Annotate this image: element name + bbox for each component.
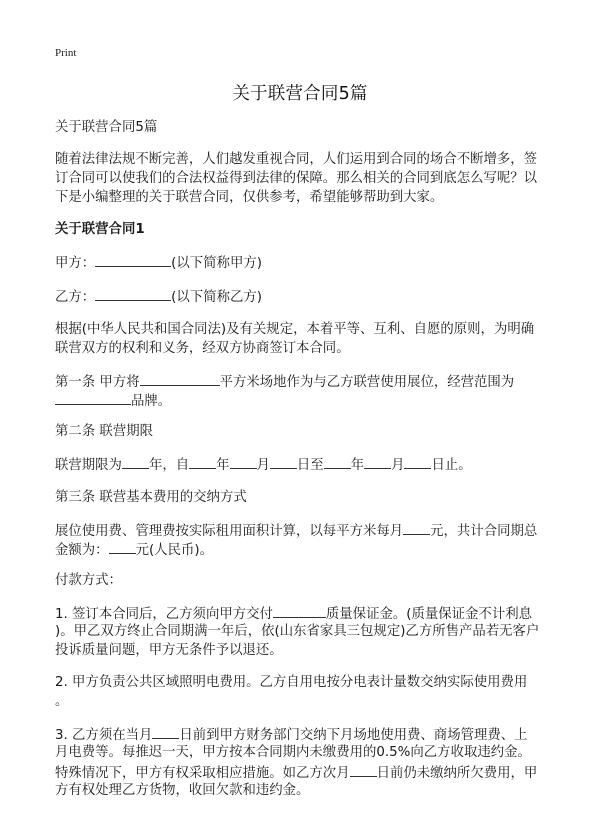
party-a-label: 甲方： — [55, 256, 96, 271]
item-text: 1. 签订本合同后，乙方须向甲方交付 — [55, 607, 273, 622]
fees-text: 元，共计合同期总 — [430, 524, 538, 539]
preamble-line: 联营双方的权利和义务，经双方协商签订本合同。 — [55, 341, 350, 356]
party-b-blank — [95, 286, 171, 301]
term-text: 年，自 — [148, 458, 190, 473]
term-line — [55, 454, 550, 475]
print-link[interactable]: Print — [55, 47, 77, 59]
fees-paragraph — [55, 520, 550, 558]
payment-item-line: 月电费等。每推迟一天，甲方按本合同期内未缴费用的0.5%向乙方收取违约金。 — [55, 745, 531, 760]
party-b-suffix: (以下简称乙方) — [171, 290, 262, 305]
intro-line: 随着法律法规不断完善，人们越发重视合同，人们运用到合同的场合不断增多，签 — [55, 152, 538, 167]
term-text: 日止。 — [431, 458, 472, 473]
start-day-blank — [270, 454, 297, 469]
payment-item-line: 2. 甲方负责公共区域照明电费用。乙方自用电按分电表计量数交纳实际使用费用 — [55, 675, 528, 690]
article-2-heading: 第二条 联营期限 — [55, 424, 153, 439]
years-blank — [122, 454, 149, 469]
item-text: 3. 乙方须在当月 — [55, 728, 153, 743]
intro-line: 下是小编整理的关于联营合同，仅供参考，希望能够帮助到大家。 — [55, 190, 444, 205]
payment-item-line — [55, 724, 550, 743]
item-text: 质量保证金。(质量保证金不计利息 — [325, 607, 532, 622]
article-1-prefix: 第一条 甲方将 — [55, 375, 140, 390]
next-month-day-blank — [350, 762, 377, 777]
party-a-suffix: (以下简称甲方) — [171, 256, 262, 271]
party-a-blank — [95, 252, 171, 267]
payment-item-2 — [55, 673, 550, 711]
term-text: 日至 — [296, 458, 324, 473]
brand-blank — [55, 390, 131, 405]
intro-line: 订合同可以使我们的合法权益得到法律的保障。那么相关的合同到底怎么写呢？以 — [55, 171, 538, 186]
preamble-paragraph — [55, 320, 550, 358]
end-month-blank — [364, 454, 391, 469]
term-text: 年 — [350, 458, 365, 473]
payment-item-1 — [55, 603, 550, 660]
document-subtitle: 关于联营合同5篇 — [55, 120, 158, 135]
fees-text: 展位使用费、管理费按实际租用面积计算，以每平方米每月 — [55, 524, 404, 539]
payment-label: 付款方式： — [55, 573, 122, 588]
intro-paragraph — [55, 150, 550, 207]
party-b-line — [55, 286, 550, 307]
fees-text: 金额为： — [55, 543, 109, 558]
fees-line — [55, 539, 550, 558]
section-heading: 关于联营合同1 — [55, 222, 145, 237]
total-blank — [109, 539, 136, 554]
end-year-blank — [324, 454, 351, 469]
start-year-blank — [189, 454, 216, 469]
due-day-blank — [152, 724, 179, 739]
article-1-middle: 平方米场地作为与乙方联营使用展位，经营范围为 — [219, 375, 515, 390]
rate-blank — [403, 520, 430, 535]
article-1-line — [55, 390, 550, 409]
payment-item-line: 方有权处理乙方货物，收回欠款和违约金。 — [55, 783, 310, 798]
party-b-label: 乙方： — [55, 290, 96, 305]
term-text: 联营期限为 — [55, 458, 122, 473]
term-text: 月 — [256, 458, 270, 473]
payment-item-line: )。甲乙双方终止合同期满一年后，依(山东省家具三包规定)乙方所售产品若无客户 — [55, 624, 540, 639]
term-text: 年 — [216, 458, 230, 473]
area-blank — [140, 371, 220, 386]
start-month-blank — [230, 454, 257, 469]
party-a-line — [55, 252, 550, 273]
fees-line — [55, 520, 550, 539]
item-text: 日前到甲方财务部门交纳下月场地使用费、商场管理费、上 — [179, 728, 528, 743]
term-text: 月 — [391, 458, 405, 473]
article-3-heading: 第三条 联营基本费用的交纳方式 — [55, 490, 247, 505]
payment-item-3 — [55, 724, 550, 800]
payment-item-line: 投诉质量问题，甲方无条件予以退还。 — [55, 643, 283, 658]
item-text: 日前仍未缴纳所欠费用，甲 — [376, 766, 538, 781]
article-1-line — [55, 371, 550, 390]
payment-item-line — [55, 603, 550, 622]
article-1 — [55, 371, 550, 409]
payment-item-line — [55, 762, 550, 781]
document-body — [55, 118, 550, 813]
document-title: 关于联营合同5篇 — [232, 84, 368, 104]
article-1-suffix: 品牌。 — [131, 394, 172, 409]
payment-item-line: 。 — [55, 694, 69, 709]
item-text: 特殊情况下，甲方有权采取相应措施。如乙方次月 — [55, 766, 350, 781]
fees-text: 元(人民币)。 — [135, 543, 213, 558]
deposit-blank — [273, 603, 326, 618]
end-day-blank — [404, 454, 431, 469]
preamble-line: 根据(中华人民共和国合同法)及有关规定，本着平等、互利、自愿的原则，为明确 — [55, 322, 535, 337]
